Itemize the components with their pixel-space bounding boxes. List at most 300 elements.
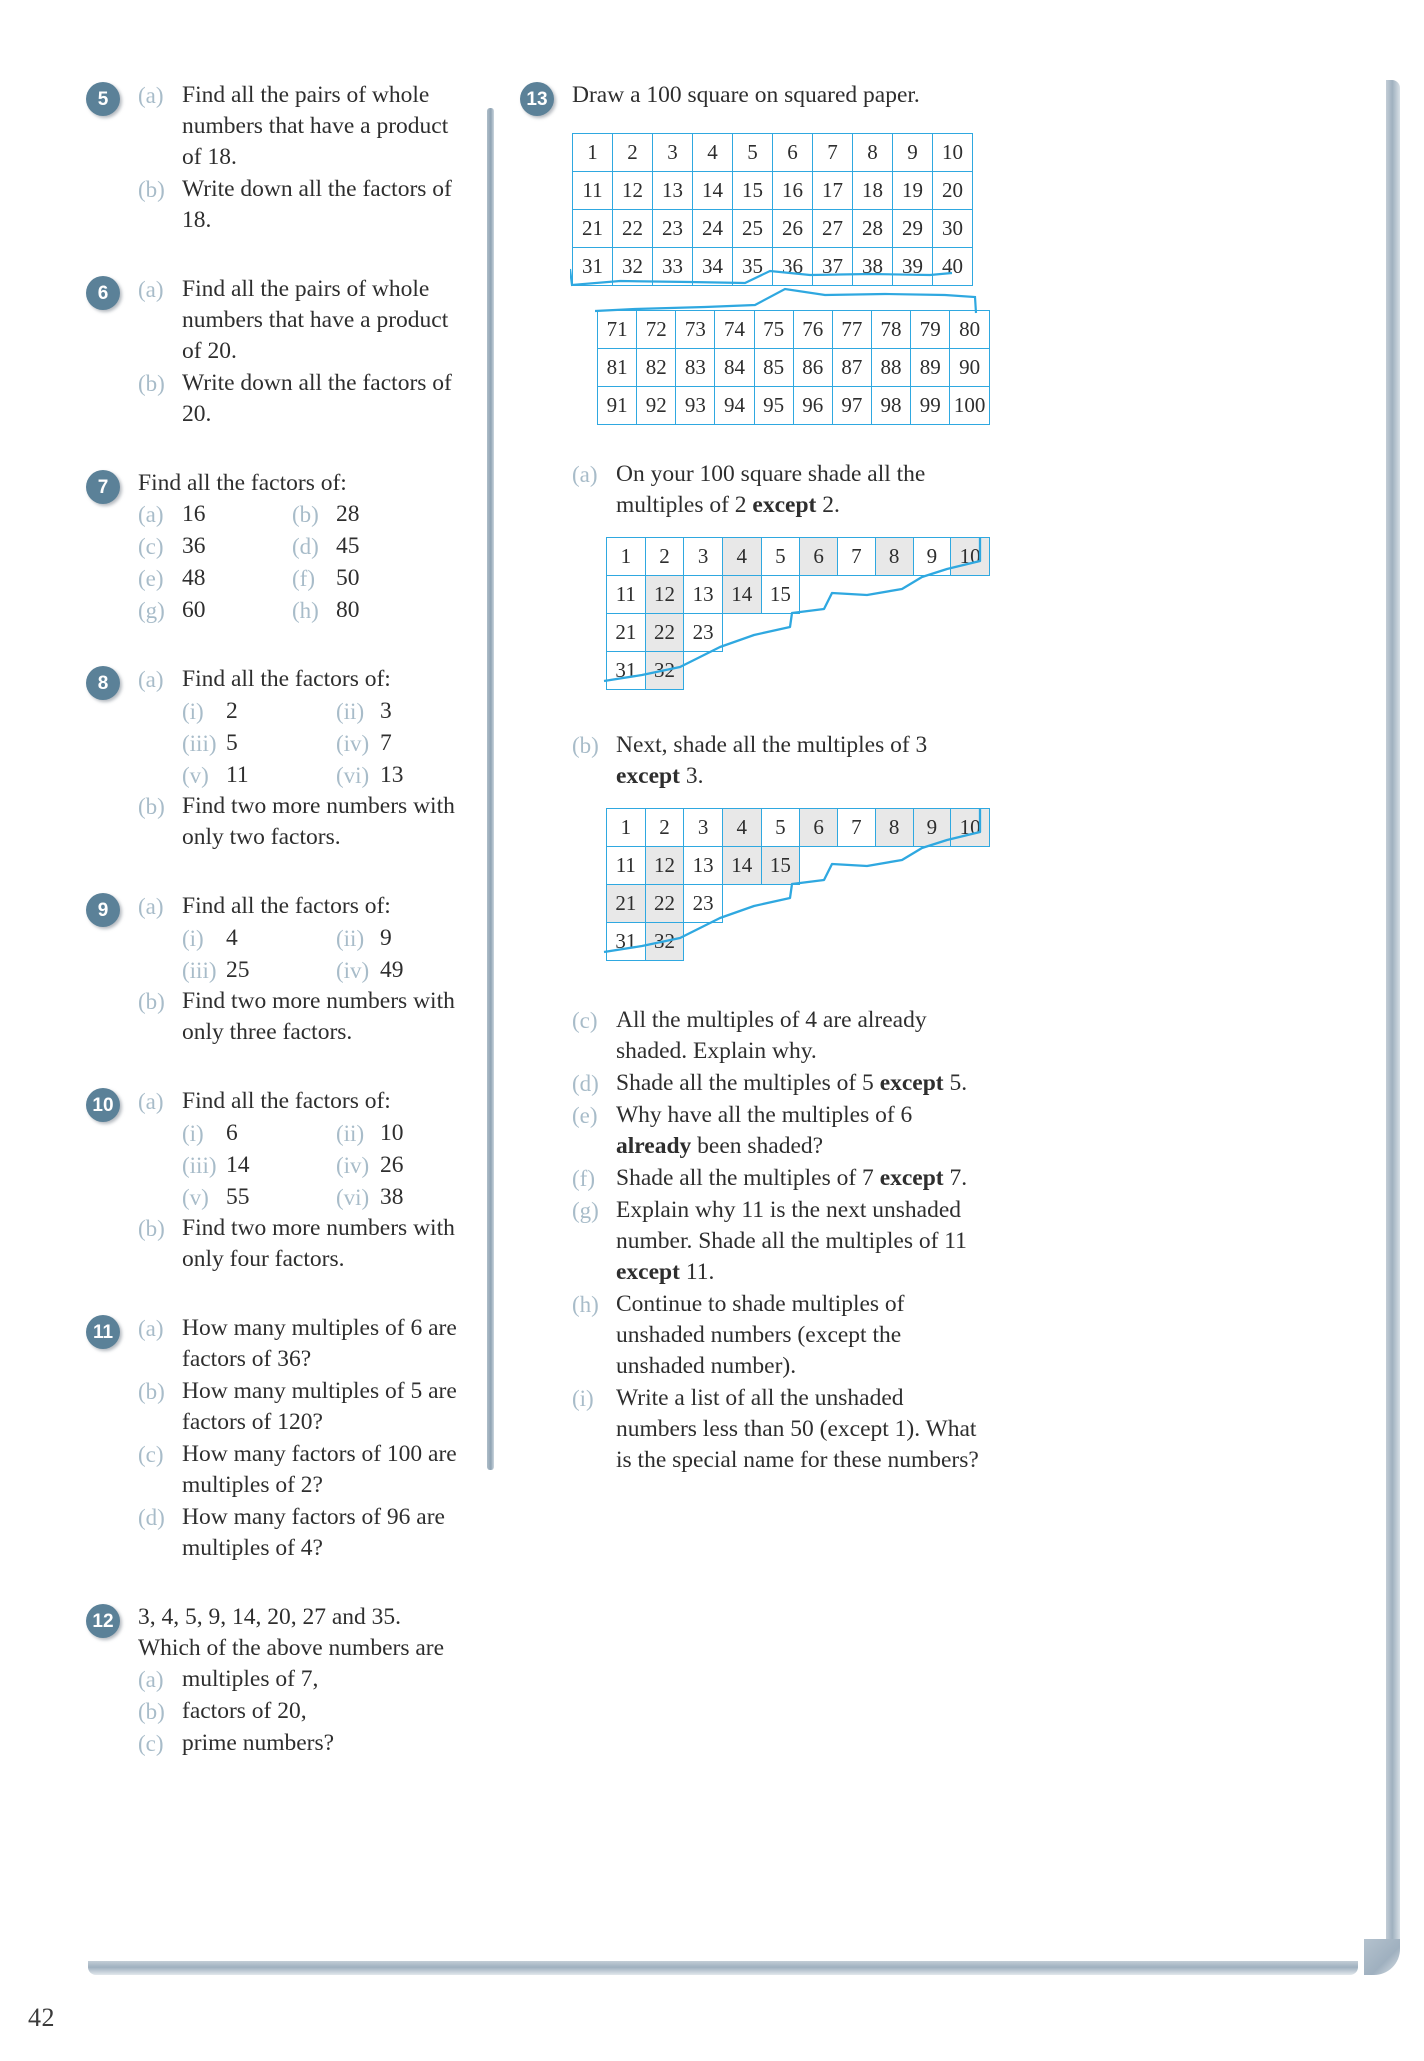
question-number-badge: 5 [86,82,120,116]
part-label: (e) [572,1103,598,1128]
page-number: 42 [28,2003,55,2032]
grid-cell-empty [800,885,838,923]
part-label: (a) [138,1316,164,1341]
part-text: How many multiples of 5 are factors of 120? [182,1378,457,1435]
part-label: (a) [138,667,164,692]
part-text: Find two more numbers with only two factors. [182,793,455,850]
part-label: (a) [138,894,164,919]
grid-cell: 15 [733,172,773,210]
sub-item-label: (iii) [182,958,217,983]
grid-cell: 28 [853,210,893,248]
grid-cell: 33 [653,248,693,286]
question-part [572,1100,990,1162]
grid-cell: 87 [832,349,871,387]
part-label: (b) [572,733,599,758]
grid-cell: 15 [761,576,800,614]
grid-cell: 9 [913,809,951,847]
question-number-badge: 7 [86,470,120,504]
grid-cell-empty [684,923,723,961]
sub-items-grid [182,696,466,791]
grid-cell: 90 [950,349,990,387]
sub-item-label: (iv) [336,1153,370,1178]
grid-cell: 6 [800,809,838,847]
grid-cell: 13 [684,847,723,885]
grid-cell: 77 [832,311,871,349]
grid-cell: 88 [871,349,910,387]
sub-item-value: 16 [182,501,206,527]
grid-cell: 11 [573,172,613,210]
part-text: Find all the factors of: [182,893,391,919]
question-part [138,1376,466,1438]
grid-row [598,387,990,425]
grid-cell: 31 [573,248,613,286]
grid-cell: 92 [637,387,676,425]
grid-cell: 22 [645,614,684,652]
sub-item-value: 80 [336,597,360,623]
question-part [572,1163,990,1194]
grid-cell-empty [913,847,951,885]
question-part [138,1313,466,1375]
question-part [138,891,466,922]
question-part [138,1728,466,1759]
part-label: (c) [138,1442,164,1467]
grid-cell-empty [875,847,913,885]
grid-cell-empty [722,652,761,690]
grid-cell: 72 [637,311,676,349]
sub-item-label: (e) [138,566,164,591]
question-part [138,1502,466,1564]
sub-items-grid [182,1118,466,1213]
grid-row [573,248,973,286]
grid-cell-empty [951,885,990,923]
question-part [572,1383,990,1476]
part-text-after: 11. [679,1259,715,1285]
grid-cell: 23 [653,210,693,248]
question-part [138,791,466,853]
question-part [572,1195,990,1288]
grid-cell: 79 [911,311,950,349]
part-text [616,1195,990,1288]
part-label: (a) [138,83,164,108]
grid-cell: 96 [793,387,832,425]
grid-cell: 39 [893,248,933,286]
grid-cell: 36 [773,248,813,286]
part-text: Find all the factors of: [182,1088,391,1114]
grid-cell-empty [761,614,800,652]
part-text-before: All the multiples of 4 are already shaded. Explain why. [616,1007,927,1064]
question-stem: Find all the factors of: [138,470,347,496]
part-text-before: Shade all the multiples of 7 [616,1165,880,1191]
grid-cell: 2 [645,538,684,576]
page-edge-bottom [88,1961,1358,1975]
question-part [138,1439,466,1501]
grid-cell: 22 [613,210,653,248]
sub-item-value: 3 [380,698,392,724]
part-label: (a) [138,277,164,302]
question-number-badge: 8 [86,666,120,700]
grid-cell: 29 [893,210,933,248]
grid-cell-empty [722,885,761,923]
part-label: (c) [572,1008,598,1033]
question-part-b [572,730,990,792]
hundred-square-diagram [572,133,990,425]
part-text: Write down all the factors of 20. [182,370,452,427]
sub-item-value: 26 [380,1152,404,1178]
grid-cell: 85 [754,349,793,387]
question-part [138,664,466,695]
part-text: Find two more numbers with only four factors. [182,1215,455,1272]
sub-items-grid [138,499,466,626]
part-text-before: Write a list of all the unshaded numbers less than 50 (except 1). What is the special name for these numbers? [616,1385,979,1473]
sub-item-value: 28 [336,501,360,527]
grid-cell: 21 [573,210,613,248]
sub-item-label: (f) [292,566,315,591]
grid-cell-empty [800,652,838,690]
grid-cell: 6 [800,538,838,576]
part-text-after: 2. [816,492,840,518]
grid-cell-empty [761,923,800,961]
part-label: (i) [572,1386,594,1411]
grid-cell: 3 [684,538,723,576]
grid-cell: 89 [911,349,950,387]
sub-item-label: (a) [138,502,164,527]
question-stem: Draw a 100 square on squared paper. [572,82,920,108]
grid-cell-empty [951,847,990,885]
grid-cell: 12 [645,847,684,885]
grid-cell: 71 [598,311,637,349]
sub-item-value: 2 [226,698,238,724]
grid-cell: 97 [832,387,871,425]
grid-cell: 17 [813,172,853,210]
part-text-after: 3. [679,763,704,789]
grid-cell: 9 [913,538,951,576]
part-label: (b) [138,1699,165,1724]
sub-item-label: (h) [292,598,319,623]
grid-cell: 73 [676,311,715,349]
grid-cell-empty [800,614,838,652]
part-text-after: 7. [943,1165,968,1191]
sub-item-label: (iii) [182,731,217,756]
grid-cell: 15 [761,847,800,885]
question-7 [86,468,466,626]
part-label: (b) [138,794,165,819]
sub-item-value: 14 [226,1152,250,1178]
grid-row [598,311,990,349]
grid-cell: 78 [871,311,910,349]
grid-cell: 16 [773,172,813,210]
grid-cell-empty [875,923,913,961]
sub-item-label: (ii) [336,699,365,724]
sub-item-label: (i) [182,699,204,724]
part-text: Write down all the factors of 18. [182,176,452,233]
question-part [138,368,466,430]
part-label: (b) [138,177,165,202]
grid-cell-empty [837,847,875,885]
sub-item-label: (v) [182,1185,209,1210]
grid-cell-empty [913,614,951,652]
grid-cell: 23 [684,614,723,652]
grid-cell: 86 [793,349,832,387]
grid-cell-empty [875,885,913,923]
grid-multiples-of-3 [606,808,990,961]
sub-item-label: (c) [138,534,164,559]
grid-cell-empty [722,614,761,652]
grid-cell-empty [951,614,990,652]
left-column [86,80,466,1781]
part-label: (b) [138,1379,165,1404]
question-body [138,1602,466,1759]
sub-item-value: 25 [226,957,250,983]
grid-cell: 13 [653,172,693,210]
sub-item-label: (i) [182,1121,204,1146]
column-divider [487,108,494,1470]
grid-cell: 32 [645,923,684,961]
page-edge-corner [1364,1939,1400,1975]
sub-item-value: 5 [226,730,238,756]
part-text-bold: except [752,492,817,518]
question-part [572,1068,990,1099]
sub-item-label: (vi) [336,763,370,788]
grid-cell: 94 [715,387,754,425]
sub-item-value: 10 [380,1120,404,1146]
grid-cell: 40 [933,248,973,286]
grid-cell: 1 [607,538,646,576]
grid-cell-empty [913,885,951,923]
grid-cell: 8 [853,134,893,172]
grid-cell: 3 [653,134,693,172]
grid-cell-empty [684,652,723,690]
part-label: (b) [138,1216,165,1241]
grid-cell: 8 [875,538,913,576]
grid-row [607,809,990,847]
sub-item-value: 60 [182,597,206,623]
grid-cell: 21 [607,614,646,652]
part-text [616,730,990,792]
sub-item-label: (g) [138,598,165,623]
sub-item-label: (iv) [336,731,370,756]
question-11 [86,1313,466,1564]
part-text [616,1005,990,1067]
part-label: (b) [138,989,165,1014]
part-text: How many factors of 96 are multiples of 4? [182,1504,445,1561]
question-13 [520,80,990,111]
sub-item-value: 7 [380,730,392,756]
grid-cell: 21 [607,885,646,923]
grid-cell: 20 [933,172,973,210]
sub-item-value: 48 [182,565,206,591]
grid-multiples-of-2 [606,537,990,690]
sub-item-label: (b) [292,502,319,527]
grid-cell: 10 [951,538,990,576]
grid-cell-empty [951,652,990,690]
grid-cell: 32 [613,248,653,286]
sub-item-value: 6 [226,1120,238,1146]
grid-row [598,349,990,387]
part-text: Find all the pairs of whole numbers that have a product of 18. [182,82,449,170]
grid-cell: 13 [684,576,723,614]
grid-cell-empty [722,923,761,961]
sub-item-value: 4 [226,925,238,951]
grid-cell: 76 [793,311,832,349]
grid-cell: 82 [637,349,676,387]
grid-cell-empty [837,614,875,652]
grid-cell: 25 [733,210,773,248]
grid-cell: 32 [645,652,684,690]
grid-cell: 10 [951,809,990,847]
sub-item-value: 38 [380,1184,404,1210]
question-12 [86,1602,466,1759]
sub-items-grid [182,923,466,986]
page-edge-right [1386,80,1400,1950]
grid-cell: 74 [715,311,754,349]
grid-cell: 1 [573,134,613,172]
grid-cell-empty [837,885,875,923]
grid-cell-empty [913,576,951,614]
part-text [616,1068,990,1099]
grid-row [573,210,973,248]
grid-cell: 34 [693,248,733,286]
grid-cell: 9 [893,134,933,172]
grid-cell: 6 [773,134,813,172]
question-body [572,80,990,111]
grid-cell: 14 [722,847,761,885]
grid-cell: 5 [761,809,800,847]
question-stem-line-1: 3, 4, 5, 9, 14, 20, 27 and 35. [138,1604,402,1630]
part-text [616,1383,990,1476]
part-label: (a) [572,462,598,487]
sub-item-label: (d) [292,534,319,559]
part-text [616,1163,990,1194]
grid-cell: 83 [676,349,715,387]
sub-item-label: (v) [182,763,209,788]
sub-item-label: (i) [182,926,204,951]
grid-cell: 23 [684,885,723,923]
grid-cell: 27 [813,210,853,248]
grid-cell-empty [951,576,990,614]
grid-cell-empty [875,576,913,614]
grid-row [573,172,973,210]
part-text [616,1289,990,1382]
sub-item-label: (iii) [182,1153,217,1178]
sub-item-value: 11 [226,762,249,788]
grid-cell: 7 [837,538,875,576]
grid-cell: 35 [733,248,773,286]
part-text-after: been shaded? [691,1133,824,1159]
grid-cell: 80 [950,311,990,349]
grid-cell-empty [837,576,875,614]
grid-cell: 24 [693,210,733,248]
grid-cell: 91 [598,387,637,425]
grid-cell: 26 [773,210,813,248]
grid-cell: 18 [853,172,893,210]
hundred-square-top-rows [572,133,973,286]
question-body [138,80,466,236]
question-part [138,1213,466,1275]
question-number-badge: 6 [86,276,120,310]
grid-cell-empty [800,576,838,614]
part-text-bold: except [616,1259,680,1285]
question-body [138,1086,466,1275]
question-stem-line-2: Which of the above numbers are [138,1635,445,1661]
grid-row [607,614,990,652]
question-number-badge: 13 [520,82,554,116]
part-label: (g) [572,1198,599,1223]
grid-cell: 98 [871,387,910,425]
question-part [138,80,466,173]
grid-cell: 2 [613,134,653,172]
part-label: (h) [572,1292,599,1317]
grid-cell-empty [800,923,838,961]
grid-cell: 11 [607,847,646,885]
sub-item-value: 49 [380,957,404,983]
part-label: (d) [138,1505,165,1530]
grid-cell-empty [875,652,913,690]
grid-cell: 8 [875,809,913,847]
grid-cell: 1 [607,809,646,847]
grid-cell: 12 [613,172,653,210]
part-text: factors of 20, [182,1698,307,1724]
sub-item-label: (ii) [336,926,365,951]
sub-item-value: 55 [226,1184,250,1210]
grid-row [607,652,990,690]
part-label: (a) [138,1089,164,1114]
grid-cell-empty [761,652,800,690]
question-body [138,1313,466,1564]
part-text-bold: except [879,1165,944,1191]
part-text: How many factors of 100 are multiples of 2? [182,1441,457,1498]
grid-cell: 11 [607,576,646,614]
sub-item-label: (vi) [336,1185,370,1210]
question-body [138,664,466,853]
part-text-after: 5. [943,1070,968,1096]
part-label: (d) [572,1071,599,1096]
question-part [138,1696,466,1727]
grid-cell: 10 [933,134,973,172]
sub-item-label: (iv) [336,958,370,983]
question-6 [86,274,466,430]
part-text: prime numbers? [182,1730,335,1756]
grid-cell: 4 [693,134,733,172]
grid-cell-empty [837,652,875,690]
grid-cell: 3 [684,809,723,847]
grid-cell: 5 [733,134,773,172]
right-column [520,80,990,1477]
question-10 [86,1086,466,1275]
grid-cell: 99 [911,387,950,425]
grid-cell: 4 [722,809,761,847]
grid-cell: 19 [893,172,933,210]
question-5 [86,80,466,236]
grid-cell: 12 [645,576,684,614]
grid-cell: 2 [645,809,684,847]
question-number-badge: 12 [86,1604,120,1638]
grid-cell: 14 [722,576,761,614]
grid-cell: 31 [607,923,646,961]
sub-item-value: 9 [380,925,392,951]
question-body [138,468,466,626]
grid-cell: 75 [754,311,793,349]
grid-cell-empty [875,614,913,652]
sub-item-value: 45 [336,533,360,559]
part-text: Find two more numbers with only three factors. [182,988,455,1045]
grid-cell: 38 [853,248,893,286]
hundred-square-bottom-rows [597,310,990,425]
part-text: Find all the factors of: [182,666,391,692]
question-part [138,1664,466,1695]
part-text-before: Shade all the multiples of 5 [616,1070,880,1096]
grid-cell: 7 [813,134,853,172]
grid-cell: 93 [676,387,715,425]
